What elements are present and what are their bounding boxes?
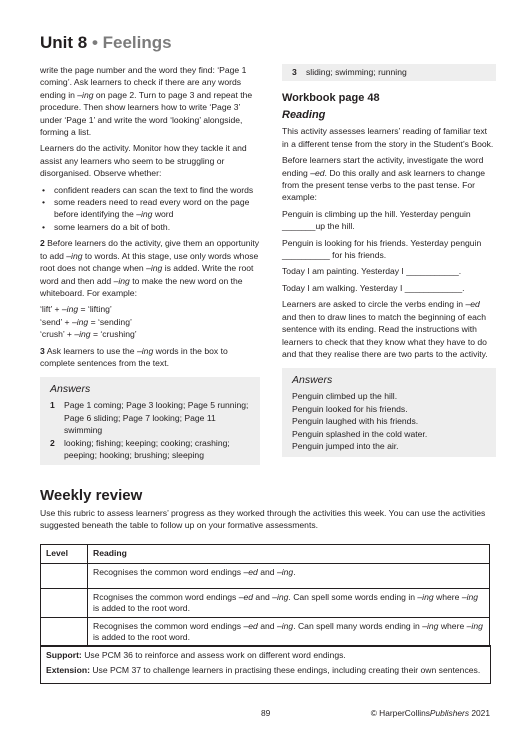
workbook-heading: Workbook page 48 [282,92,380,105]
level-column-header: Level [41,545,88,564]
answer-line: Penguin splashed in the cold water. [292,428,428,439]
instructions-paragraph: Learners are asked to circle the verbs ending in –ed and then to draw lines to match the beginning of each sentence with its ending. Read the instructions with learners to check that they know what they have to do and that they realise there are two parts to the activity. [282,299,488,359]
weekly-review-heading: Weekly review [40,487,143,504]
example-line: ‘lift’ + –ing = ‘lifting’ [40,304,112,315]
table-header-row [41,545,490,564]
example-sentence: Today I am walking. Yesterday I ____________. [282,282,465,293]
ing-examples [40,303,260,340]
unit-header [40,33,172,53]
support-extension-box [40,645,491,684]
answer-line: Penguin jumped into the air. [292,440,399,451]
unit-number: Unit 8 [40,33,88,52]
reading-column-header: Reading [88,545,490,564]
observation-list [40,184,260,234]
table-row [41,564,490,589]
example-sentence: Penguin is climbing up the hill. Yesterday penguin _______up the hill. [282,208,471,232]
answer-item: 2 looking; fishing; keeping; cooking; crashing; peeping; hooking; brushing; sleeping [50,437,230,460]
weekly-review-intro: Use this rubric to assess learners’ progress as they worked through the activities this week. You can use the activities suggested beneath the table to follow up on your formative assessments. [40,508,486,531]
rubric-table [40,544,490,647]
list-item: • confident readers can scan the text to find the words [54,184,260,196]
step-2-paragraph: 2 Before learners do the activity, give them an opportunity to add –ing to words. At this stage, use only words whose root does not change when –ing is added. Write the root word and then add –ing to make the new word on the whiteboard. For example: [40,238,260,298]
answers-title: Answers [50,383,91,396]
level-cell [41,589,88,618]
answers-continued-box [282,64,496,81]
header-separator: • [87,33,103,52]
left-column [40,64,260,465]
monitor-paragraph: Learners do the activity. Monitor how they tackle it and assist any learners who seem to be struggling or disorganised. Observe whether: [40,143,247,179]
answer-line: Penguin climbed up the hill. [292,391,398,402]
level-cell [41,618,88,647]
table-row [41,589,490,618]
list-item: • some readers need to read every word on the page before identifying the –ing word [54,196,260,221]
level-cell [41,564,88,589]
answers-box [40,377,260,465]
intro-paragraph: write the page number and the word they find: ‘Page 1 coming’. Ask learners to check if there are any words ending in –ing on page 2. Turn to page 3 and repeat the procedure. Then show learners how to write ‘Page 3’ under ‘Page 1’ and write the word ‘looking’ alongside, forming a list. [40,65,253,138]
reading-cell: Rcognises the common word endings –ed and –ing. Can spell some words ending in –ing where –ing is added to the root word. [88,589,490,618]
answer-item: 1 Page 1 coming; Page 3 looking; Page 5 running; Page 6 sliding; Page 7 looking; Page 11 swimming [50,400,249,436]
example-sentence: Penguin is looking for his friends. Yesterday penguin __________ for his friends. [282,237,482,261]
investigate-paragraph: Before learners start the activity, investigate the word ending –ed. Do this orally and ask learners to change from the present tense verbs to the past tense. For example: [282,155,486,203]
answers-box [282,368,496,457]
unit-title: Feelings [102,33,172,52]
answer-item: 3 sliding; swimming; running [292,67,407,77]
table-row [41,618,490,647]
answer-line: Penguin looked for his friends. [292,403,408,414]
step-3-paragraph: 3 Ask learners to use the –ing words in the box to complete sentences from the text. [40,345,228,368]
list-item: • some learners do a bit of both. [54,221,260,233]
activity-paragraph: This activity assesses learners’ reading of familiar text in a different tense from the story in the Student’s Book. [282,126,494,149]
support-line: Support: Use PCM 36 to reinforce and assess work on different word endings. [46,650,346,660]
reading-cell: Recognises the common word endings –ed and –ing. Can spell many words ending in –ing where –ing is added to the root word. [88,618,490,647]
copyright-notice: © HarperCollinsPublishers 2021 [370,708,490,718]
example-line: ‘send’ + –ing = ‘sending’ [40,316,132,327]
answer-line: Penguin laughed with his friends. [292,416,419,427]
answers-title: Answers [292,374,333,387]
extension-line: Extension: Use PCM 37 to challenge learners in practising these endings, including creating their own sentences. [46,665,481,676]
reading-cell: Recognises the common word endings –ed and –ing. [88,564,490,589]
reading-subheading: Reading [282,109,326,122]
page-number: 89 [261,708,271,718]
right-column [282,64,496,457]
example-line: ‘crush’ + –ing = ‘crushing’ [40,329,137,340]
example-sentence: Today I am painting. Yesterday I ___________. [282,266,462,277]
